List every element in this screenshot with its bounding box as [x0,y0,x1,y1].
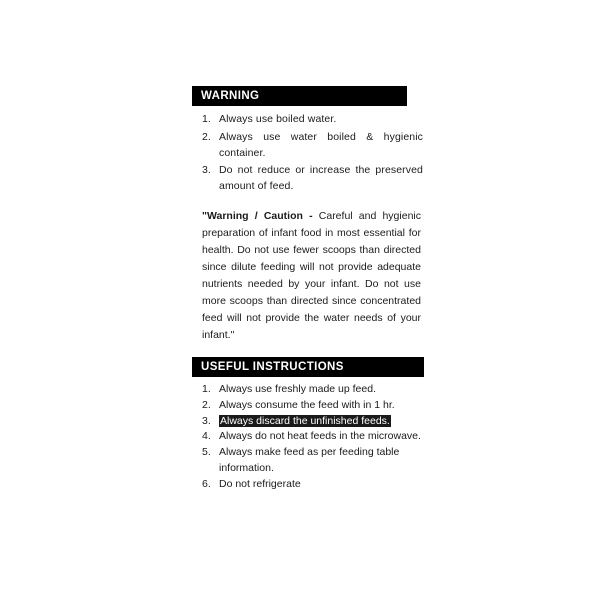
list-item-number: 6. [202,477,211,490]
list-item [192,382,427,398]
useful-instructions-section [192,357,427,493]
list-item [192,162,427,195]
list-item [192,111,427,127]
list-item-number: 3. [202,164,211,177]
caution-body-text: Careful and hygienic preparation of infant food in most essential for health. Do not use fewer scoops than directed since dilute feeding will not provide adequate nutrients needed by your infant. Do not use more scoops than directed since concentrated feed will not provide the water needs of your infant." [202,209,421,341]
list-item-number: 2. [202,398,211,411]
list-item-text: Always use boiled water. [219,113,337,126]
list-item-number: 1. [202,113,211,126]
list-item [192,129,427,162]
list-item-text [219,414,427,430]
useful-instructions-header: USEFUL INSTRUCTIONS [192,357,424,377]
list-item-text: Always use water boiled & hygienic container. [219,130,423,159]
list-item-text: Always use freshly made up feed. [219,383,376,396]
list-item [192,429,427,445]
highlighted-text: Always discard the unfinished feeds. [220,414,390,427]
useful-instructions-list [192,377,427,492]
list-item-number: 2. [202,130,211,143]
list-item-highlighted [192,414,427,430]
caution-lead-label: "Warning / Caution - [202,209,313,222]
warning-section-header: WARNING [192,86,407,106]
list-item-text: Always make feed as per feeding table information. [219,446,400,474]
list-item-number: 5. [202,446,211,459]
list-item-text: Do not refrigerate [219,477,301,490]
warning-list [192,106,427,194]
list-item-text: Do not reduce or increase the preserved amount of feed. [219,164,423,193]
list-item-number: 1. [202,383,211,396]
list-item-number: 3. [202,414,211,427]
list-item [192,477,427,493]
list-item [192,398,427,414]
list-item-number: 4. [202,430,211,443]
list-item-text: Always do not heat feeds in the microwave. [219,430,421,443]
warning-caution-paragraph [192,208,427,344]
list-item-text: Always consume the feed with in 1 hr. [219,398,395,411]
list-item [192,445,427,477]
product-label-card [192,86,427,506]
